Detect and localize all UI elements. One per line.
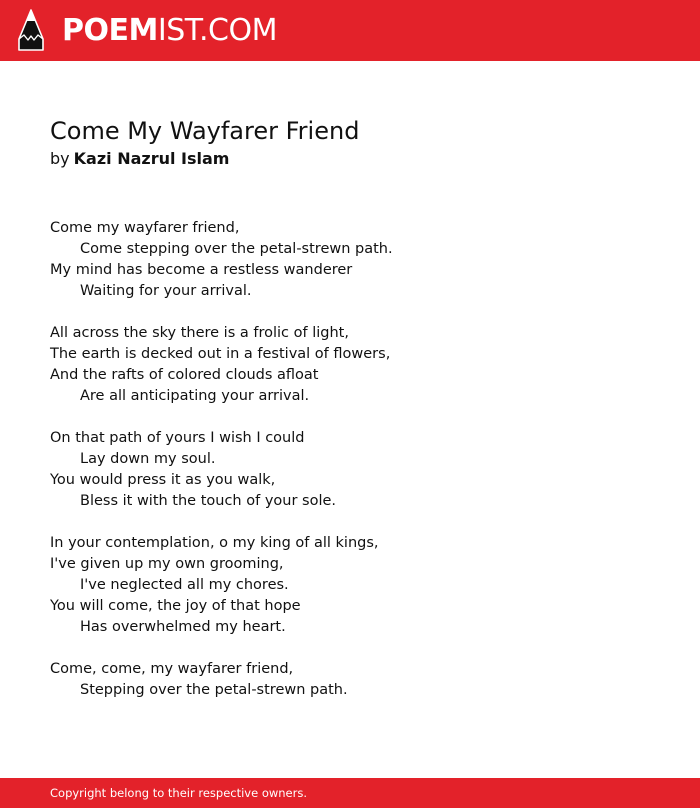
poem-line: All across the sky there is a frolic of light,: [50, 325, 349, 341]
poem-line: In your contemplation, o my king of all kings,: [50, 535, 379, 551]
stanza: [50, 659, 650, 701]
poem-line: Lay down my soul.: [80, 451, 216, 467]
copyright-text: Copyright belong to their respective owners.: [50, 786, 308, 800]
poem-line: And the rafts of colored clouds afloat: [50, 367, 319, 383]
poem-line: Are all anticipating your arrival.: [80, 388, 310, 404]
pencil-tip-icon[interactable]: [18, 9, 44, 51]
site-logo[interactable]: [62, 14, 277, 48]
stanza: [50, 533, 650, 638]
poem-line: You would press it as you walk,: [50, 472, 276, 488]
byline-label: by: [50, 149, 70, 168]
poem-line: I've given up my own grooming,: [50, 556, 284, 572]
site-footer: [0, 778, 700, 808]
byline: [50, 149, 229, 169]
poem-line: Bless it with the touch of your sole.: [80, 493, 337, 509]
site-header: [0, 0, 700, 61]
poem-line: Has overwhelmed my heart.: [80, 619, 286, 635]
poem-line: You will come, the joy of that hope: [50, 598, 301, 614]
author-name: Kazi Nazrul Islam: [73, 149, 230, 168]
logo-light-text: IST.COM: [157, 13, 277, 48]
stanza: [50, 323, 650, 407]
poem-line: Stepping over the petal-strewn path.: [80, 682, 348, 698]
poem-line: On that path of yours I wish I could: [50, 430, 305, 446]
poem-body: [50, 218, 650, 722]
poem-line: I've neglected all my chores.: [80, 577, 289, 593]
stanza: [50, 428, 650, 512]
poem-line: Come my wayfarer friend,: [50, 220, 240, 236]
poem-line: Come, come, my wayfarer friend,: [50, 661, 294, 677]
logo-bold-text: POEM: [62, 13, 158, 48]
poem-line: My mind has become a restless wanderer: [50, 262, 353, 278]
poem-line: Waiting for your arrival.: [80, 283, 252, 299]
stanza: [50, 218, 650, 302]
poem-line: Come stepping over the petal-strewn path.: [80, 241, 393, 257]
poem-title: Come My Wayfarer Friend: [50, 117, 360, 145]
poem-line: The earth is decked out in a festival of flowers,: [50, 346, 391, 362]
